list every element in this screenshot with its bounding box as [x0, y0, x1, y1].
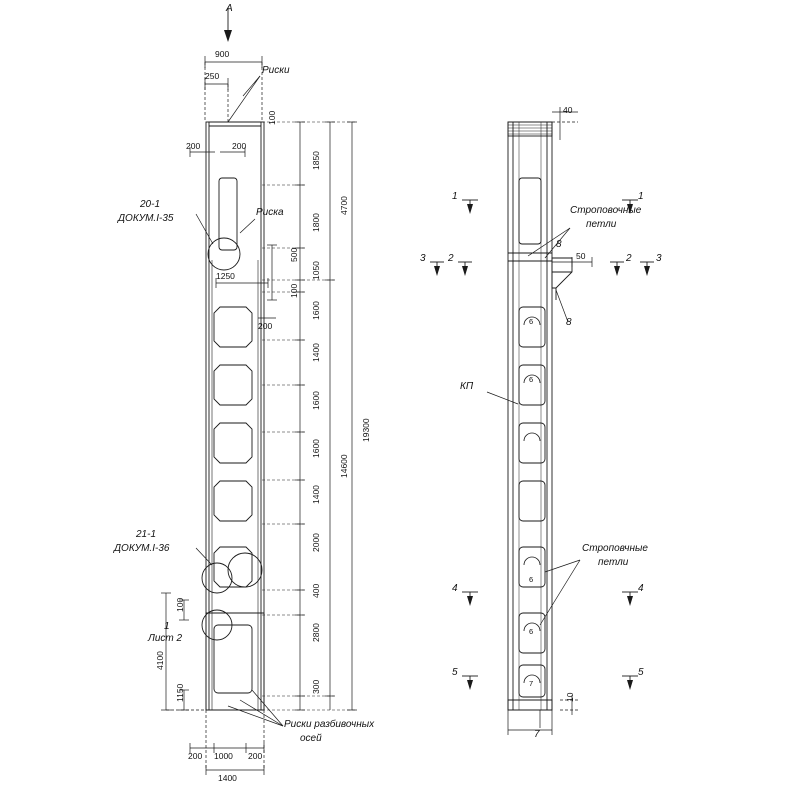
loop-number-6-b: 6 [529, 375, 534, 384]
left-view-inner-lines [212, 260, 258, 710]
dim-200-inner: 200 [258, 321, 273, 331]
dim-4100: 4100 [155, 651, 165, 670]
dim-1800: 1800 [311, 213, 321, 232]
label-dokum-1-35: ДОКУМ.I-35 [118, 213, 174, 224]
dim-1250: 1250 [216, 271, 235, 281]
dim-200-left: 200 [186, 141, 201, 151]
dim-19300: 19300 [361, 418, 371, 442]
loop-number-6-a: 6 [529, 317, 534, 326]
dim-2800: 2800 [311, 623, 321, 642]
right-view-corbel [552, 258, 572, 300]
left-view-top-slot [219, 178, 237, 250]
label-riski-razbivochnyh: Риски разбивочных [284, 719, 375, 730]
loop-number-6-c: 6 [529, 575, 534, 584]
section-mark-right-1: 1 [638, 191, 644, 202]
label-riska: Риска [256, 207, 284, 218]
dim-1600-a: 1600 [311, 301, 321, 320]
dim-4700: 4700 [339, 196, 349, 215]
left-view-mark-circles [202, 238, 262, 640]
dim-10: 10 [565, 692, 575, 702]
loop-number-7: 7 [529, 679, 534, 688]
dim-50: 50 [576, 251, 586, 261]
section-mark-right-3: 3 [656, 253, 662, 264]
dim-14600: 14600 [339, 454, 349, 478]
dim-40: 40 [563, 105, 573, 115]
dim-2000: 2000 [311, 533, 321, 552]
dim-1400-a: 1400 [311, 343, 321, 362]
label-osei: осей [300, 733, 322, 744]
dim-200-right: 200 [232, 141, 247, 151]
label-20-1: 20-1 [140, 199, 161, 210]
label-21-1: 21-1 [136, 529, 157, 540]
section-mark-left-1: 1 [452, 191, 458, 202]
loop-number-6-d: 6 [529, 627, 534, 636]
dim-1400: 1400 [218, 773, 237, 783]
callout-7-bottom: 7 [534, 729, 540, 740]
section-mark-left-4: 4 [452, 583, 458, 594]
label-dokum-1-36: ДОКУМ.I-36 [114, 543, 170, 554]
left-view-openings [214, 307, 252, 693]
dim-250: 250 [205, 71, 220, 81]
dim-200-b2: 200 [248, 751, 263, 761]
label-riski-top: Риски [262, 65, 290, 76]
section-mark-left-5: 5 [452, 667, 458, 678]
label-kp: КП [460, 381, 474, 392]
callout-8-mid: 8 [566, 317, 572, 328]
dim-100-top: 100 [267, 110, 277, 125]
right-view-dims [508, 107, 592, 735]
left-view-bottom-dims [190, 710, 264, 775]
label-list-2: Лист 2 [148, 633, 183, 644]
section-mark-right-2: 2 [626, 253, 632, 264]
right-view-section-marks [430, 200, 654, 690]
label-pos-1: 1 [164, 621, 170, 632]
dim-400: 400 [311, 583, 321, 598]
label-stropovochnye-1: Строповочные [570, 205, 642, 216]
dim-100-mid: 100 [289, 283, 299, 298]
section-mark-right-5: 5 [638, 667, 644, 678]
dim-100-bottom: 100 [175, 597, 185, 612]
dim-1050: 1050 [311, 261, 321, 280]
label-petli-1: петли [586, 219, 617, 230]
section-mark-right-4: 4 [638, 583, 644, 594]
dim-1000: 1000 [214, 751, 233, 761]
dim-300: 300 [311, 679, 321, 694]
label-petli-2: петли [598, 557, 629, 568]
dim-1400-b: 1400 [311, 485, 321, 504]
dim-900: 900 [215, 49, 230, 59]
section-mark-left-2: 2 [448, 253, 454, 264]
dim-1600-c: 1600 [311, 439, 321, 458]
dim-1150: 1150 [175, 683, 185, 702]
section-label-a: A [226, 3, 233, 14]
dim-1850: 1850 [311, 151, 321, 170]
right-view-top-cavity [508, 178, 552, 261]
callout-8-top: 8 [556, 239, 562, 250]
dim-1600-b: 1600 [311, 391, 321, 410]
label-stropovchnye-2: Строповчные [582, 543, 648, 554]
section-mark-left-3: 3 [420, 253, 426, 264]
left-view-top-dims [205, 56, 262, 122]
dim-500: 500 [289, 247, 299, 262]
dim-200-b1: 200 [188, 751, 203, 761]
